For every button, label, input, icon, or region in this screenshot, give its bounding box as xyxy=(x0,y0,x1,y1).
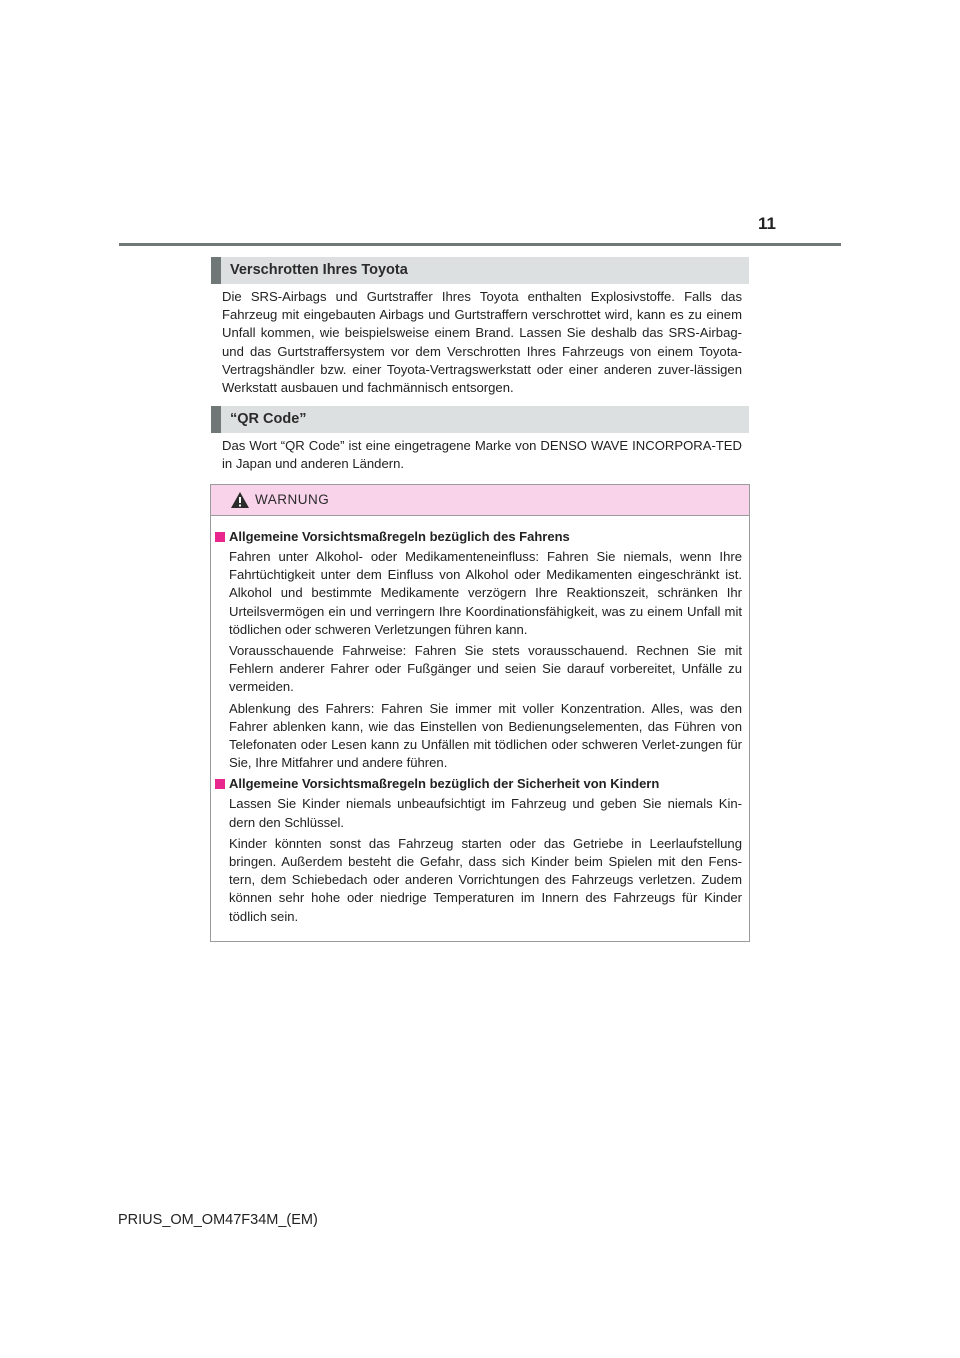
warning-triangle-icon xyxy=(230,491,250,509)
footer-code: PRIUS_OM_OM47F34M_(EM) xyxy=(118,1212,318,1228)
warning-title: WARNUNG xyxy=(255,492,330,507)
warning-paragraph: Fahren unter Alkohol- oder Medikamenteneinfluss: Fahren Sie niemals, wenn Ihre Fahrtüchtigkeit unter dem Einfluss von Alkohol oder Medikamenten eingeschränkt ist. Alkohol und bestimmte Medikamente verzögern Ihre Reaktionszeit, schränken Ihr Urteilsvermögen ein und verringern Ihre Koordinationsfähigkeit, was zu einem Unfall mit tödlichen oder schweren Verletzungen führen kann. xyxy=(229,549,742,637)
warning-paragraph: Kinder könnten sonst das Fahrzeug starten oder das Getriebe in Leerlaufstellung bringen. Außerdem besteht die Gefahr, dass sich Kinder beim Spielen mit den Fens-tern, dem Schiebedach oder anderen Vorrichtungen des Fahrzeugs verletzen. Zudem können sehr hohe oder niedrige Temperaturen im Innern des Fahrzeugs für Kinder tödlich sein. xyxy=(229,835,742,924)
warning-heading-text: Allgemeine Vorsichtsmaßregeln bezüglich des Fahrens xyxy=(229,529,570,544)
warning-paragraph: Vorausschauende Fahrweise: Fahren Sie stets vorausschauend. Rechnen Sie mit Fehlern anderer Fahrer oder Fußgänger und seien Sie darauf vorbereitet, Unfälle zu vermeiden. xyxy=(229,643,742,695)
warning-paragraph: Lassen Sie Kinder niemals unbeaufsichtigt im Fahrzeug und geben Sie niemals Kin-dern den Schlüssel. xyxy=(229,796,742,830)
section-title-verschrotten: Verschrotten Ihres Toyota xyxy=(211,257,749,284)
warning-paragraph: Ablenkung des Fahrers: Fahren Sie immer mit voller Konzentration. Alles, was den Fahrer ablenken kann, wie das Einstellen von Bedienungselementen, das Führen von Telefonaten oder Lesen kann zu Unfällen mit tödlichen oder schweren Verlet-zungen für Sie, Ihre Mitfahrer und andere führen. xyxy=(229,700,742,771)
warning-header xyxy=(211,485,749,516)
section-text-qr-code: Das Wort “QR Code” ist eine eingetragene Marke von DENSO WAVE INCORPORA-TED in Japan und anderen Ländern. xyxy=(222,438,742,472)
warning-heading-kinder xyxy=(211,775,749,793)
warning-box xyxy=(210,484,750,942)
warning-heading-text: Allgemeine Vorsichtsmaßregeln bezüglich der Sicherheit von Kindern xyxy=(229,776,660,792)
warning-heading-fahren xyxy=(211,528,749,546)
section-text-verschrotten: Die SRS-Airbags und Gurtstraffer Ihres Toyota enthalten Explosivstoffe. Falls das Fahrzeug mit eingebauten Airbags und Gurtstraffern verschrottet wird, kann es zu einem Unfall kommen, wie beispielsweise einem Brand. Lassen Sie deshalb das SRS-Airbag- und das Gurtstraffersystem vor dem Verschrotten Ihres Fahrzeugs von einem Toyota-Vertragshändler bzw. einer Toyota-Vertragswerkstatt oder einer anderen zuver-lässigen Werkstatt ausbauen und fachmännisch entsorgen. xyxy=(222,289,742,396)
section-title-qr-code: “QR Code” xyxy=(211,406,749,433)
warning-body xyxy=(211,528,751,926)
page-number: 11 xyxy=(758,214,776,233)
square-bullet-icon xyxy=(215,779,225,789)
header-rule xyxy=(119,243,841,246)
square-bullet-icon xyxy=(215,532,225,542)
